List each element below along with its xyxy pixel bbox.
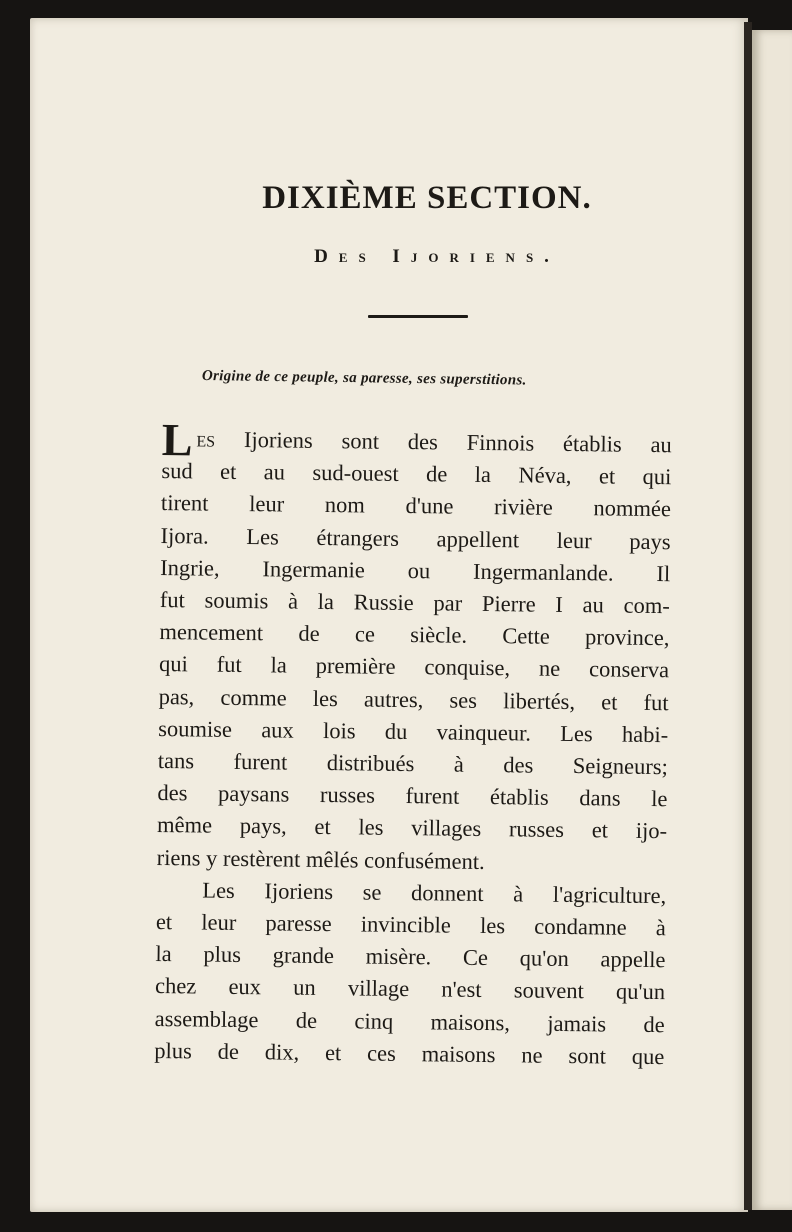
body-text xyxy=(154,414,672,1073)
facing-page-edge xyxy=(752,30,792,1210)
paragraph-1-line: mencement de ce siècle. Cette province, xyxy=(159,619,670,651)
paragraph-1-line: riens y restèrent mêlés confusément. xyxy=(156,844,485,874)
paragraph-2-line: assemblage de cinq maisons, jamais de xyxy=(154,1005,665,1037)
drop-cap: L xyxy=(161,414,193,466)
section-subtitle: Des Ijoriens. xyxy=(314,246,560,267)
paragraph-2-line: et leur paresse invincible les condamne à xyxy=(155,909,667,941)
paragraph-2-line: la plus grande misère. Ce qu'on appelle xyxy=(155,941,666,973)
paragraph-1-line: Ijora. Les étrangers appellent leur pays xyxy=(160,522,671,554)
section-summary: Origine de ce peuple, sa paresse, ses superstitions. xyxy=(201,368,527,389)
paragraph-1-line: sud et au sud-ouest de la Néva, et qui xyxy=(161,458,672,490)
paragraph-1-line: pas, comme les autres, ses libertés, et fut xyxy=(158,683,669,715)
book-page xyxy=(30,18,748,1212)
paragraph-2-line: plus de dix, et ces maisons ne sont que xyxy=(154,1037,665,1070)
paragraph-1-line: qui fut la première conquise, ne conserva xyxy=(158,651,670,683)
line-text: Ijoriens sont des Finnois établis au xyxy=(243,427,672,458)
paragraph-1-line: fut soumis à la Russie par Pierre I au com- xyxy=(159,587,670,619)
paragraph-1-line: même pays, et les villages russes et ijo- xyxy=(156,812,668,844)
section-title: DIXIÈME SECTION. xyxy=(262,180,592,216)
book-gutter xyxy=(744,22,752,1210)
paragraph-1-line: tans furent distribués à des Seigneurs; xyxy=(157,748,668,780)
paragraph-1-line: Ingrie, Ingermanie ou Ingermanlande. Il xyxy=(160,554,671,587)
paragraph-2-line: Les Ijoriens se donnent à l'agriculture, xyxy=(202,877,667,909)
paragraph-1-line: tirent leur nom d'une rivière nommée xyxy=(160,490,672,522)
title-divider xyxy=(368,315,468,318)
paragraph-2-line: chez eux un village n'est souvent qu'un xyxy=(154,973,666,1005)
paragraph-1-line: soumise aux lois du vainqueur. Les habi- xyxy=(158,715,669,748)
paragraph-1-line: des paysans russes furent établis dans le xyxy=(157,780,668,812)
drop-cap-rest: es xyxy=(196,426,216,452)
